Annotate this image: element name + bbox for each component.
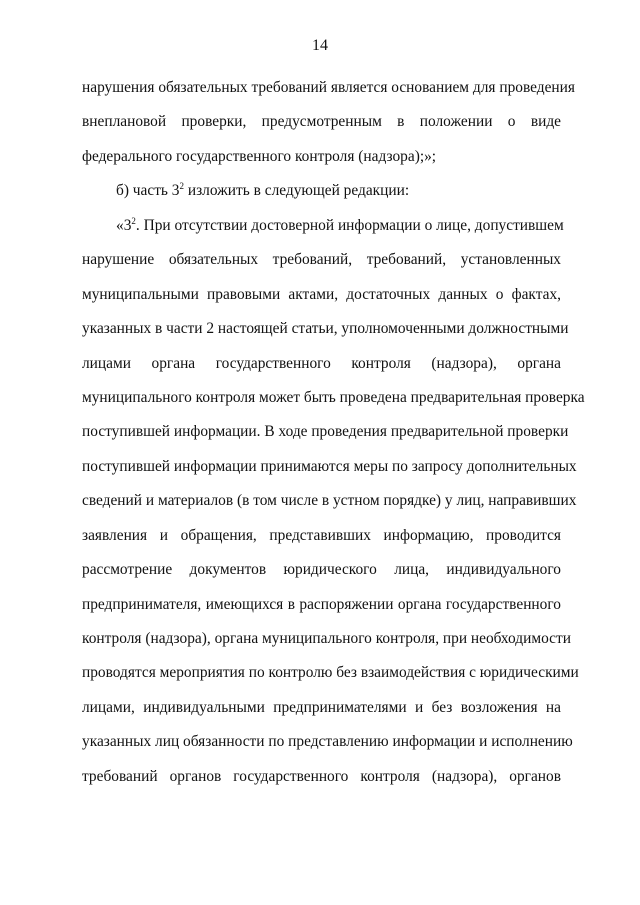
text-line: внеплановой проверки, предусмотренным в положении о виде [82,113,561,131]
superscript: 2 [131,215,136,226]
text-line: рассмотрение документов юридического лица, индивидуального [82,561,561,579]
text-line: заявления и обращения, представивших информацию, проводится [82,526,561,544]
text-line: поступившей информации. В ходе проведения предварительной проверки [82,423,569,441]
text-line: контроля (надзора), органа муниципального контроля, при необходимости [82,630,571,647]
text-fragment: изложить в следующей редакции: [184,182,410,200]
text-line: муниципального контроля может быть проведена предварительная проверка [82,388,585,406]
text-line: требований органов государственного контроля (надзора), органов [82,767,561,785]
text-line: указанных лиц обязанности по представлению информации и исполнению [82,733,573,751]
text-line: проводятся мероприятия по контролю без взаимодействия с юридическими [82,664,579,682]
text-line: нарушения обязательных требований является основанием для проведения [82,79,575,96]
text-fragment: «3 [116,216,132,234]
text-line: сведений и материалов (в том числе в устном порядке) у лиц, направивших [82,492,577,510]
text-line: поступившей информации принимаются меры по запросу дополнительных [82,457,577,475]
text-line: нарушение обязательных требований, требований, установленных [82,251,561,269]
text-line: указанных в части 2 настоящей статьи, уполномоченными должностными [82,320,569,338]
page-number: 14 [312,37,328,54]
text-line [82,176,561,210]
text-line: муниципальными правовыми актами, достаточных данных о фактах, [82,285,561,303]
document-body [82,73,585,796]
text-fragment: . При отсутствии достоверной информации о лице, допустившем [135,216,564,234]
text-fragment: б) часть 3 [116,182,180,200]
text-line: лицами органа государственного контроля (надзора), органа [82,354,561,372]
text-line: федерального государственного контроля (надзора);»; [82,147,437,165]
text-line: предпринимателя, имеющихся в распоряжении органа государственного [82,595,561,613]
text-line: лицами, индивидуальными предпринимателями и без возложения на [82,698,561,716]
text-line [82,211,564,245]
superscript: 2 [179,181,184,192]
